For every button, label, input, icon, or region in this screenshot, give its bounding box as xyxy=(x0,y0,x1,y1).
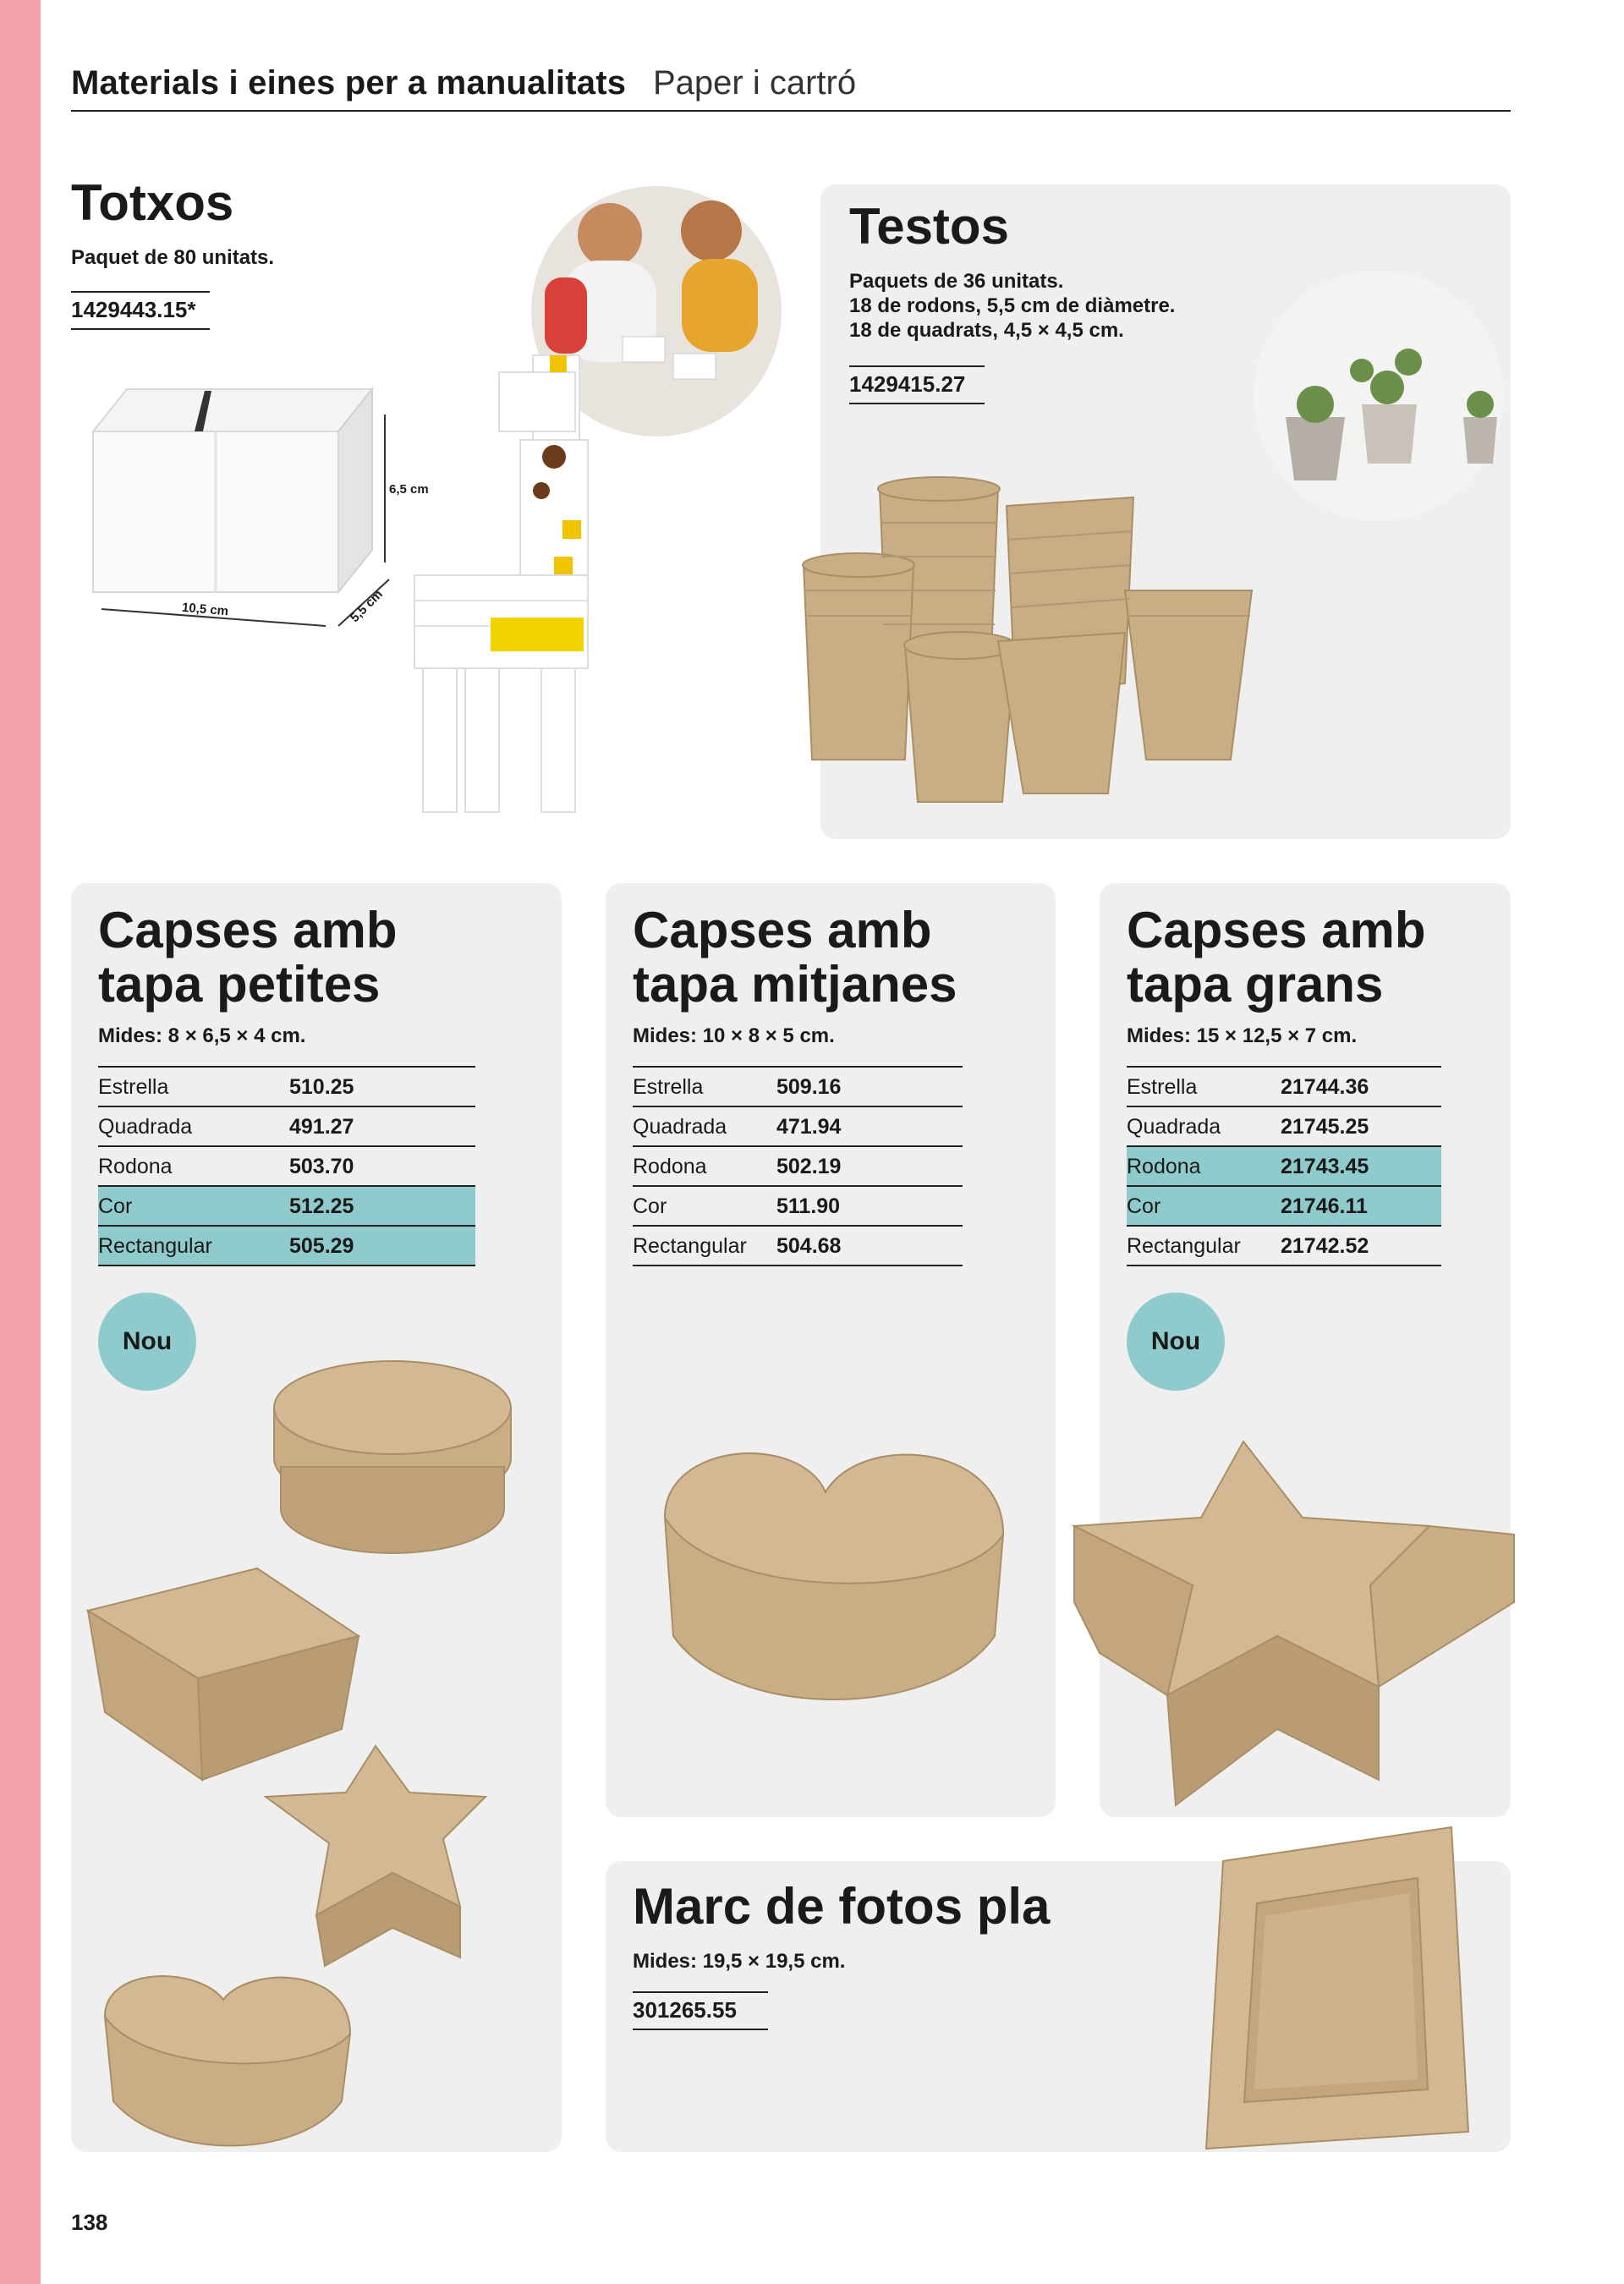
heart-box-image xyxy=(96,1966,367,2160)
row-code: 503.70 xyxy=(289,1155,354,1178)
table-row xyxy=(98,1107,475,1147)
medium-boxes-table xyxy=(633,1066,963,1266)
row-name: Quadrada xyxy=(1127,1115,1221,1139)
side-color-strip xyxy=(0,0,41,2284)
table-row xyxy=(1127,1227,1441,1266)
table-row xyxy=(633,1147,963,1187)
row-name: Rodona xyxy=(1127,1155,1201,1178)
brick-giraffe-image xyxy=(406,338,643,829)
row-code: 21743.45 xyxy=(1281,1155,1369,1178)
photo-frame-reference: 301265.55 xyxy=(633,1991,768,2030)
title-line: tapa mitjanes xyxy=(633,956,957,1013)
brick-length-label: 10,5 cm xyxy=(181,600,229,619)
row-name: Rectangular xyxy=(98,1234,212,1258)
photo-frame-sizes: Mides: 19,5 × 19,5 cm. xyxy=(633,1950,846,1973)
row-code: 505.29 xyxy=(289,1234,354,1258)
small-boxes-title xyxy=(98,903,398,1012)
photo-frame-title: Marc de fotos pla xyxy=(633,1878,1051,1935)
row-name: Cor xyxy=(1127,1194,1161,1218)
row-name: Estrella xyxy=(633,1075,704,1099)
medium-boxes-sizes: Mides: 10 × 8 × 5 cm. xyxy=(633,1024,835,1047)
round-box-image xyxy=(266,1357,519,1560)
star-box-image xyxy=(1074,1441,1514,1814)
row-code: 512.25 xyxy=(289,1194,354,1218)
large-boxes-title xyxy=(1127,903,1426,1012)
title-line: Capses amb xyxy=(633,902,932,958)
row-code: 21745.25 xyxy=(1281,1115,1369,1139)
row-name: Cor xyxy=(98,1194,133,1218)
table-row xyxy=(1127,1107,1441,1147)
table-row xyxy=(633,1187,963,1227)
large-boxes-sizes: Mides: 15 × 12,5 × 7 cm. xyxy=(1127,1024,1358,1047)
title-line: Capses amb xyxy=(98,902,398,958)
row-name: Rodona xyxy=(98,1155,173,1178)
row-code: 511.90 xyxy=(776,1194,841,1218)
title-line: tapa grans xyxy=(1127,956,1384,1013)
table-row xyxy=(1127,1147,1441,1187)
testos-reference: 1429415.27 xyxy=(849,365,985,404)
testos-desc-line: Paquets de 36 unitats. xyxy=(849,270,1064,293)
table-row xyxy=(98,1068,475,1107)
row-code: 509.16 xyxy=(776,1075,842,1099)
brick-height-label: 6,5 cm xyxy=(389,482,429,497)
table-row xyxy=(1127,1187,1441,1227)
peat-pots-image xyxy=(787,472,1514,844)
table-row xyxy=(633,1227,963,1266)
testos-description xyxy=(849,269,1175,343)
row-name: Rectangular xyxy=(1127,1234,1241,1258)
testos-desc-line: 18 de rodons, 5,5 cm de diàmetre. xyxy=(849,294,1176,317)
row-name: Estrella xyxy=(1127,1075,1198,1099)
totxos-reference: 1429443.15* xyxy=(71,291,210,330)
testos-panel xyxy=(820,184,1511,839)
brick-dimension-lines xyxy=(85,381,440,651)
large-boxes-table xyxy=(1127,1066,1441,1266)
testos-title: Testos xyxy=(849,198,1009,255)
star-box-image xyxy=(266,1746,536,1966)
new-badge: Nou xyxy=(98,1293,196,1391)
small-boxes-table xyxy=(98,1066,475,1266)
table-row xyxy=(98,1187,475,1227)
small-boxes-panel xyxy=(71,883,562,2152)
new-badge: Nou xyxy=(1127,1293,1225,1391)
title-line: Capses amb xyxy=(1127,902,1426,958)
row-code: 491.27 xyxy=(289,1115,354,1139)
table-row xyxy=(1127,1068,1441,1107)
table-row xyxy=(633,1107,963,1147)
photo-frame-image xyxy=(1206,1827,1477,2166)
photo-frame-panel xyxy=(606,1861,1511,2152)
testos-desc-line: 18 de quadrats, 4,5 × 4,5 cm. xyxy=(849,319,1124,342)
row-name: Rodona xyxy=(633,1155,707,1178)
totxos-description: Paquet de 80 unitats. xyxy=(71,246,275,269)
subsection-title: Paper i cartró xyxy=(653,64,857,102)
row-code: 21744.36 xyxy=(1281,1075,1369,1099)
row-name: Quadrada xyxy=(633,1115,727,1139)
brick-depth-label: 5,5 cm xyxy=(347,586,386,626)
row-code: 504.68 xyxy=(776,1234,842,1258)
row-name: Cor xyxy=(633,1194,667,1218)
row-name: Rectangular xyxy=(633,1234,747,1258)
row-name: Estrella xyxy=(98,1075,169,1099)
row-code: 21746.11 xyxy=(1281,1194,1368,1218)
row-code: 502.19 xyxy=(776,1155,842,1178)
medium-boxes-title xyxy=(633,903,957,1012)
table-row xyxy=(98,1147,475,1187)
page-number: 138 xyxy=(71,2210,108,2235)
section-title: Materials i eines per a manualitats xyxy=(71,64,627,102)
table-row xyxy=(633,1068,963,1107)
page-header xyxy=(71,59,1511,112)
totxos-title: Totxos xyxy=(71,174,234,231)
row-name: Quadrada xyxy=(98,1115,193,1139)
medium-boxes-panel xyxy=(606,883,1056,1817)
title-line: tapa petites xyxy=(98,956,381,1013)
small-boxes-sizes: Mides: 8 × 6,5 × 4 cm. xyxy=(98,1024,306,1047)
row-code: 471.94 xyxy=(776,1115,842,1139)
table-row xyxy=(98,1227,475,1266)
row-code: 510.25 xyxy=(289,1075,354,1099)
heart-box-image xyxy=(656,1441,1012,1721)
row-code: 21742.52 xyxy=(1281,1234,1369,1258)
large-boxes-panel xyxy=(1100,883,1511,1817)
